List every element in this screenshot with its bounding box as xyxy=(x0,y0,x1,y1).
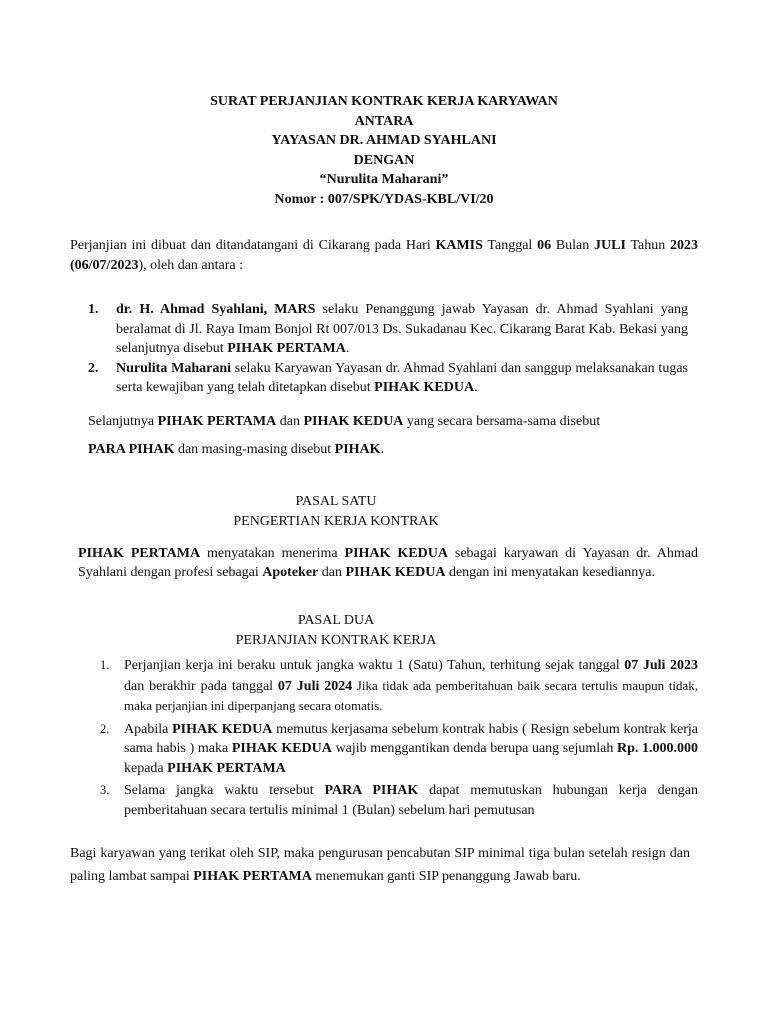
party-desc: selaku Karyawan Yayasan dr. Ahmad Syahlani dan sanggup melaksanakan tugas serta kewajiban yang telah ditetapkan disebut xyxy=(116,360,688,395)
pasal-1-title: PASAL SATU xyxy=(295,494,377,509)
item-bold: 07 Juli 2024 xyxy=(277,678,353,694)
pasal-1-bold-1: PIHAK PERTAMA xyxy=(78,546,201,561)
pasal-1-body xyxy=(78,544,698,582)
item-number: 1. xyxy=(100,658,110,672)
title-line-5: “Nurulita Maharani” xyxy=(319,172,449,187)
title-line-4: DENGAN xyxy=(353,152,415,168)
item-bold: PIHAK PERTAMA xyxy=(167,760,286,776)
pasal-1-subtitle: PENGERTIAN KERJA KONTRAK xyxy=(233,513,439,529)
item-text: memutus kerjasama sebelum kontrak habis ( Resign sebelum kontrak kerja sama habis ) maka xyxy=(124,721,698,756)
intro-text-2: Tanggal xyxy=(482,238,538,253)
pasal-2-item-2 xyxy=(100,720,698,779)
item-text: dapat memutuskan hubungan kerja dengan pemberitahuan secara tertulis minimal 1 (Bulan) sebelum hari pemutusan xyxy=(124,783,698,818)
party-item-2 xyxy=(88,359,688,398)
para-bold-1: PIHAK PERTAMA xyxy=(157,414,277,429)
intro-year: 2023 (06/07/2023 xyxy=(70,238,698,273)
intro-text-1: Perjanjian ini dibuat dan ditandatangani di Cikarang pada Hari xyxy=(70,238,436,253)
item-text: Jika tidak ada pemberitahuan baik secara tertulis maupun tidak, maka perjanjian ini diperpanjang secara otomatis. xyxy=(124,677,698,713)
para-bold-2: PIHAK KEDUA xyxy=(303,414,404,429)
intro-date: 06 xyxy=(537,238,552,253)
closing-text-1: Bagi karyawan yang terikat oleh SIP, maka pengurusan pencabutan SIP minimal tiga bulan setelah resign dan paling lambat sampai xyxy=(70,846,690,884)
item-bold: 07 Juli 2023 xyxy=(624,658,698,673)
para-pihak-line-2 xyxy=(88,440,688,460)
party-desc: selaku Penanggung jawab Yayasan dr. Ahmad Syahlani yang beralamat di Jl. Raya Imam Bonjol Rt 007/013 Ds. Sukadanau Kec. Cikarang Barat Kab. Bekasi yang selanjutnya disebut xyxy=(116,302,688,356)
intro-text-3: Bulan xyxy=(551,238,595,253)
party-role: PIHAK KEDUA xyxy=(374,380,475,395)
item-bold: PARA PIHAK xyxy=(324,783,419,798)
party-number: 2. xyxy=(88,360,99,376)
closing-text-2: menemukan ganti SIP penanggung Jawab baru. xyxy=(311,869,581,884)
pasal-1-text-1: menyatakan menerima xyxy=(200,546,345,561)
closing-bold: PIHAK PERTAMA xyxy=(193,869,312,884)
item-text: wajib menggantikan denda berupa uang sejumlah xyxy=(331,741,617,756)
pasal-2-subtitle: PERJANJIAN KONTRAK KERJA xyxy=(235,632,437,648)
title-line-2: ANTARA xyxy=(354,113,414,129)
pasal-1-bold-2: PIHAK KEDUA xyxy=(344,546,448,561)
pasal-1-profession: Apoteker xyxy=(262,565,319,580)
item-bold: Rp. 1.000.000 xyxy=(616,741,698,756)
pasal-1-heading xyxy=(0,492,672,531)
pasal-2-title: PASAL DUA xyxy=(297,613,375,628)
pasal-1-text-3: dan xyxy=(318,565,346,580)
para-text-5: . xyxy=(380,442,385,457)
para-bold-4: PIHAK xyxy=(334,442,381,457)
item-text: dan berakhir pada tanggal xyxy=(124,678,278,694)
item-bold: PIHAK KEDUA xyxy=(172,721,273,737)
item-number: 3. xyxy=(100,783,110,797)
intro-month: JULI xyxy=(594,238,626,253)
party-name: Nurulita Maharani xyxy=(116,360,232,376)
para-text-2: dan xyxy=(276,414,304,429)
party-item-1 xyxy=(88,300,688,359)
intro-text-5: ), oleh dan antara : xyxy=(138,258,244,273)
pasal-1-bold-4: PIHAK KEDUA xyxy=(345,565,446,580)
pasal-2-item-3 xyxy=(100,781,698,820)
title-line-3: YAYASAN DR. AHMAD SYAHLANI xyxy=(271,133,497,148)
party-number: 1. xyxy=(88,302,99,317)
party-role: PIHAK PERTAMA xyxy=(227,341,346,356)
title-line-1: SURAT PERJANJIAN KONTRAK KERJA KARYAWAN xyxy=(210,94,558,109)
closing-paragraph xyxy=(70,842,690,888)
item-text: kepada xyxy=(124,760,168,776)
intro-paragraph xyxy=(70,236,698,276)
item-bold: PIHAK KEDUA xyxy=(231,741,332,756)
intro-text-4: Tahun xyxy=(625,238,670,253)
pasal-2-heading xyxy=(0,611,672,650)
parties-list xyxy=(88,300,688,398)
pasal-2-item-1 xyxy=(100,656,698,717)
item-number: 2. xyxy=(100,721,110,736)
party-end: . xyxy=(474,380,478,395)
pasal-1-text-4: dengan ini menyatakan kesediannya. xyxy=(445,565,655,580)
para-bold-3: PARA PIHAK xyxy=(88,442,175,457)
item-text: Selama jangka waktu tersebut xyxy=(124,783,325,798)
para-text-4: dan masing-masing disebut xyxy=(174,442,335,457)
party-name: dr. H. Ahmad Syahlani, MARS xyxy=(116,302,316,317)
para-text-1: Selanjutnya xyxy=(88,414,158,429)
document-title xyxy=(0,92,768,209)
party-end: . xyxy=(345,341,350,356)
pasal-1-text-2: sebagai karyawan di Yayasan dr. Ahmad Syahlani dengan profesi sebagai xyxy=(78,546,698,580)
para-pihak-line-1 xyxy=(88,412,688,432)
pasal-2-list xyxy=(100,656,698,823)
para-text-3: yang secara bersama-sama disebut xyxy=(403,414,601,429)
document-number: Nomor : 007/SPK/YDAS-KBL/VI/20 xyxy=(274,191,494,207)
intro-day: KAMIS xyxy=(435,238,483,253)
item-text: Apabila xyxy=(124,721,173,737)
item-text: Perjanjian kerja ini beraku untuk jangka waktu 1 (Satu) Tahun, terhitung sejak tanggal xyxy=(124,658,625,673)
